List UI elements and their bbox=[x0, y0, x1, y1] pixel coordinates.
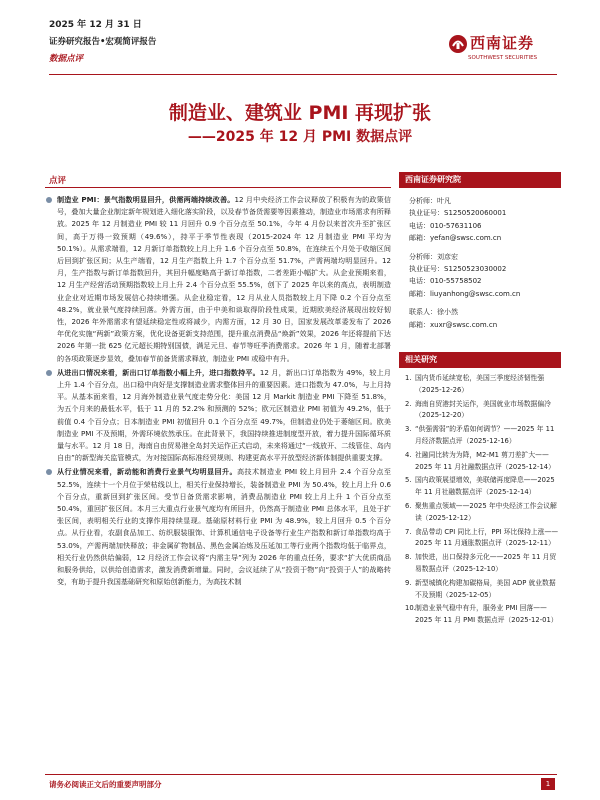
related-item-number: 2. bbox=[405, 399, 412, 408]
contact-email[interactable]: 邮箱：xuxr@swsc.com.cn bbox=[409, 320, 498, 329]
sidebar-header bbox=[399, 172, 561, 188]
related-item[interactable] bbox=[405, 501, 561, 525]
analyst-cert: 执业证号：S1250523030002 bbox=[409, 265, 507, 274]
related-item-text: 社融同比转为为降，M2-M1 剪刀差扩大——2025 年 11 月社融数据点评（2025-12-14） bbox=[415, 450, 555, 471]
related-item[interactable] bbox=[405, 552, 561, 576]
related-item[interactable] bbox=[405, 578, 561, 602]
analyst-phone: 电话：010-57631106 bbox=[409, 221, 482, 230]
paragraph bbox=[45, 367, 391, 465]
related-item[interactable] bbox=[405, 399, 561, 423]
related-item-text: “供强需弱”的矛盾如何调节？——2025 年 11 月经济数据点评（2025-12-16） bbox=[415, 425, 555, 445]
page-number: 1 bbox=[541, 778, 555, 790]
paragraph-body: 高技术制造业 PMI 较上月回升 2.4 个百分点至 52.5%，连续十一个月位于荣枯线以上，相关行业保持增长，装备制造业 PMI 为 50.4%，较上月上升 0.6 个百分点，重新回到扩张区间。受节日备货需求影响，消费品制造业 PMI 较上月上升 1 个百分点至 50.4%，重回扩张区间。本月三大重点行业景气度均有所回升，仍然高于制造业 PMI 总体水平，且处于扩张区间，表明相关行业的支撑作用持续显现。基础原材料行业 PMI 为 48.9%，较上月回升 0.5 个百分点。从行业看，农副食品加工、纺织服装服饰、计算机通信电子设备等行业生产指数和新订单指数均高于 53.0%，产需两端加快释放；非金属矿物制品、黑色金属冶炼及压延加工等行业两个指数均低于临界点，相关行业仍然供给偏弱，12 月经济工作会议将“内需主导”列为 2026 年的重点任务，要求“扩大优质商品和服务供给，以供给创造需求，激发消费新增量。同时，会议延续了从“投资于物”向“投资于人”的战略转变，有助于提升我国基础研究和原始创新能力，为高技术制 bbox=[57, 467, 392, 587]
related-item-number: 6. bbox=[405, 501, 412, 510]
report-type: 证券研究报告•宏观简评报告 bbox=[49, 37, 157, 47]
analyst-cert: 执业证号：S1250520060001 bbox=[409, 209, 507, 218]
section-header-review bbox=[45, 172, 391, 188]
related-research-header bbox=[399, 352, 561, 368]
related-item-number: 3. bbox=[405, 425, 412, 434]
related-item-text: 新型城镇化构建加碳格局，美国 ADP 就业数据不及预期（2025-12-05） bbox=[415, 578, 556, 599]
related-item[interactable] bbox=[405, 527, 561, 551]
related-item-number: 5. bbox=[405, 476, 412, 485]
footer-divider bbox=[45, 774, 557, 775]
header-divider bbox=[49, 74, 557, 75]
related-item-text: 国内货币延续宽松，美国三季度经济韧性强（2025-12-26） bbox=[415, 374, 545, 394]
bullet-icon bbox=[46, 469, 52, 475]
paragraph-body: 12 月，新出口订单指数为 49%，较上月上升 1.4 个百分点，出口稳中向好是支撑制造业需求整体回升的重要因素。进口指数为 47.0%，与上月持平。从基本面来看，12 月海外制造业景气度走势分化：美国 12 月 Markit 制造业 PMI 下降至 51.8%，为五个月来的最低水平，低于 11 月的 52.2% 和预测的 52%；欧元区制造业 PMI 初值为 49.2%，低于前值 0.4 个百分点；日本制造业 PMI 初值回升 0.1 个百分点至 49.7%，但制造业仍处于萎缩区间。欧美制造业 PMI 不及预期，外需环境依然承压。在此背景下，我国持续推进制度型开放，着力提升国际循环质量与水平。12 月 18 日，海南自由贸易港全岛封关运作正式启动，未来将通过“一线放开、二线管住、岛内自由”的新型海关监管模式，为对接国际高标准经贸规则、构建更高水平开放型经济新体制提供重要支撑。 bbox=[57, 367, 391, 463]
logo-mark-icon bbox=[448, 34, 468, 54]
related-item-text: 加快进，出口保持多元化——2025 年 11 月贸易数据点评（2025-12-10） bbox=[415, 553, 557, 573]
main-text bbox=[45, 194, 391, 591]
analyst-name: 分析师：叶凡 bbox=[409, 197, 451, 205]
paragraph bbox=[45, 466, 391, 588]
paragraph bbox=[45, 194, 391, 365]
related-item[interactable] bbox=[405, 424, 561, 448]
related-item-number: 1. bbox=[405, 374, 412, 382]
related-item-number: 7. bbox=[405, 527, 412, 536]
related-item-text: 制造业景气稳中有升，服务业 PMI 回落——2025 年 11 月 PMI 数据点评（2025-12-01） bbox=[415, 604, 558, 625]
related-item-text: 食品带动 CPI 同比上行，PPI 环比保持上涨——2025 年 11 月通胀数据点评（2025-12-11） bbox=[415, 527, 559, 548]
paragraph-body: 12 月中央经济工作会议释放了积极有为的政策信号，叠加大量企业制定新年规划进入细化落实阶段，以及春节备货需要等因素推动，制造业市场需求有所释放。2025 年 12 月制造业 PMI 较 11 月回升 0.9 个百分点至 50.1%，今年 4 月份以来首次升至扩张区间，高于万得一致预期（49.6%），持平于季节性表现（2015-2024 年 12 月制造业 PMI 平均为 50.1%）。从需求端看，12 月新订单指数较上月上升 1.6 个百分点至 50.8%，在连续五个月处于收缩区间后回到扩张区间；从生产端看，12 月生产指数上升 1.7 个百分点至 51.7%，产需两端均明显回升。12 月，生产指数与新订单指数回升，其回升幅度略高于新订单指数，二者差距小幅扩大。从企业预期来看，12 月生产经营活动预期指数较上月上升 2.4 个百分点至 55.5%，创下了 2025 年以来的高点，表明制造业企业对近期市场发展信心持续增强。从企业稳定看，12 月从业人员指数较上月下降 0.2 个百分点至 48.2%，就业景气度持续回落。外需方面，由于中美和谈取得阶段性成果，近期欧美经济展现出较好韧性，2026 年外需需求有望延续稳定性或将减少，内需方面，12 月 30 日，国家发展改革委发布了 2026 年优化实施“两新”政策方案，优化设备更新支持范围，提升重点消费品“焕新”效果，2026 年还将提前下达 2026 年第一批 625 亿元超长期特别国债，满足元旦、春节等旺季消费需求。2026 年 1 月，随着北部署的各项政策逐步显效，叠加春节前备货需求释放，制造业 PMI 或稳中有升。 bbox=[57, 195, 391, 363]
related-item-text: 聚焦重点领域——2025 年中央经济工作会议解读（2025-12-12） bbox=[415, 501, 557, 522]
footer-notice: 请务必阅读正文后的重要声明部分 bbox=[49, 780, 162, 789]
sidebar-label: 西南证券研究院 bbox=[405, 175, 461, 184]
analyst-phone: 电话：010-55758502 bbox=[409, 277, 482, 286]
bullet-icon bbox=[46, 197, 52, 203]
logo-english: SOUTHWEST SECURITIES bbox=[468, 55, 538, 61]
related-item[interactable] bbox=[405, 450, 561, 474]
paragraph-lead: 从行业情况来看，新动能和消费行业景气均明显回升。 bbox=[57, 467, 237, 477]
report-date: 2025 年 12 月 31 日 bbox=[49, 20, 142, 30]
related-item-text: 国内政策展望增效，美联储再度降息——2025 年 11 月社融数据点评（2025-12-14） bbox=[415, 476, 555, 497]
page-title: 制造业、建筑业 PMI 再现扩张 bbox=[168, 102, 432, 124]
paragraph-lead: 制造业 PMI：景气指数明显回升，供需两端持续改善。 bbox=[57, 195, 235, 204]
related-item-number: 4. bbox=[405, 450, 412, 459]
analyst-email[interactable]: 邮箱：liuyanhong@swsc.com.cn bbox=[409, 289, 521, 298]
logo-name: 西南证券 bbox=[470, 34, 535, 52]
related-item-number: 10. bbox=[405, 604, 416, 613]
bullet-icon bbox=[46, 370, 52, 376]
analyst-name: 分析师：刘彦宏 bbox=[409, 252, 458, 261]
related-research-list bbox=[405, 373, 561, 629]
paragraph-lead: 从进出口情况来看，新出口订单指数小幅上升，进口指数持平。 bbox=[57, 367, 260, 377]
company-logo bbox=[448, 30, 558, 70]
related-item-text: 海南自贸港封关运作，美国就业市场数据偏冷（2025-12-20） bbox=[415, 399, 551, 420]
related-item[interactable] bbox=[405, 603, 561, 627]
report-category: 数据点评 bbox=[49, 54, 84, 64]
related-item[interactable] bbox=[405, 475, 561, 499]
analyst-email[interactable]: 邮箱：yefan@swsc.com.cn bbox=[409, 234, 502, 243]
related-research-label: 相关研究 bbox=[405, 355, 437, 364]
related-item-number: 8. bbox=[405, 553, 412, 562]
section-label: 点评 bbox=[49, 176, 67, 186]
related-item-number: 9. bbox=[405, 578, 412, 587]
related-item[interactable] bbox=[405, 373, 561, 397]
contact-name: 联系人：徐小然 bbox=[409, 308, 458, 317]
page-subtitle: ——2025 年 12 月 PMI 数据点评 bbox=[187, 129, 413, 145]
analyst-list bbox=[409, 195, 561, 331]
